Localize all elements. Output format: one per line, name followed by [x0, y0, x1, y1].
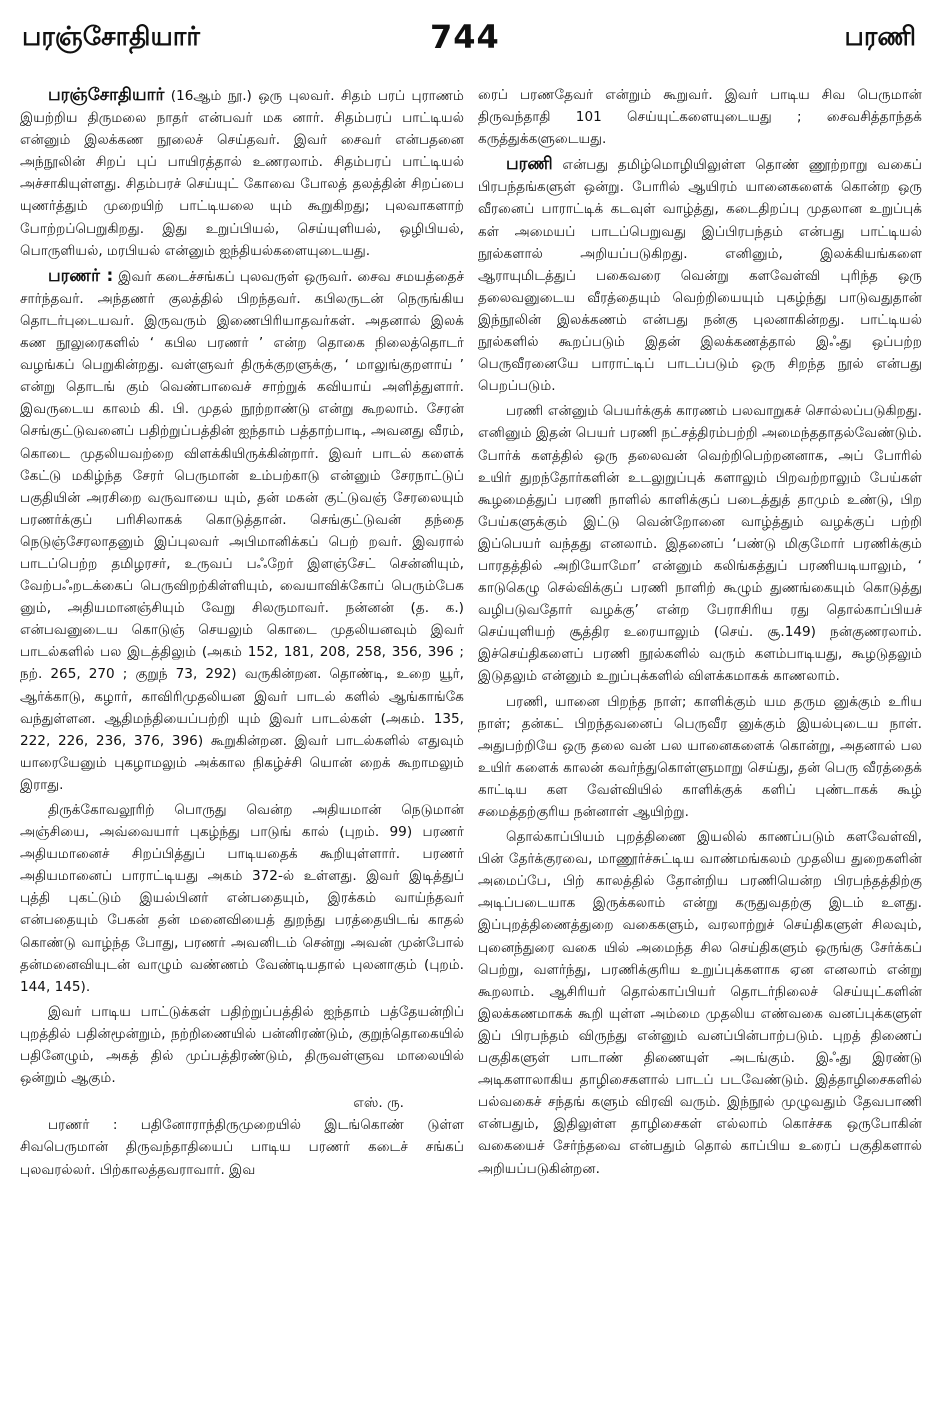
paragraph: இவர் பாடிய பாட்டுக்கள் பதிற்றுப்பத்தில் ஐந்தாம் பத்தேயன்றிப் புறத்தில் பதின்மூன்றும், நற்றிணையில் பன்னிரண்டும், குறுந்தொகையில் பதினேழும், அகத் தில் முப்பத்திரண்டும், திருவள்ளுவ மாலையில் ஒன்றும் ஆகும்.: [20, 1003, 464, 1087]
entry-paranar-2: [20, 1114, 464, 1180]
subheadword: பரணர் :: [48, 1117, 118, 1134]
entry-paranar: [20, 265, 464, 796]
headword: பரணி: [506, 154, 553, 175]
headword: பரணர் :: [48, 265, 114, 286]
entry-text: (16ஆம் நூ.) ஒரு புலவர். சிதம் பரப் புராணம் இயற்றிய திருமலை நாதர் என்பவர் மக னார். சிதம்பரப் பாட்டியல் என்னும் இலக்கண நூலைச் செய்தவர். இவர் சைவர் என்பதனை அந்நூலின் சிறப் புப் பாயிரத்தால் உணரலாம். சிதம்பரப் பாட்டியல் அச்சாகியுள்ளது. சிதம்பரச் செய்யுட் கோவை போலத் தலத்தின் சிறப்பை யுணர்த்தும் முறையிற் பாட்டியலை யும் கூறுகிறது; புலவாகளாற் போற்றப்பெறுகிறது. இது உறுப்பியல், செய்யுளியல், ஒழிபியல், பொருளியல், மரபியல் என்னும் ஐந்தியல்களையுடையது.: [20, 88, 464, 259]
running-head-left: பரஞ்சோதியார்: [22, 22, 200, 52]
entry-text: இவர் கடைச்சங்கப் புலவருள் ஒருவர். சைவ சமயத்தைச் சார்ந்தவர். அந்தணர் குலத்தில் பிறந்தவர். கபிலருடன் நெருங்கிய தொடர்புடையவர். இருவரும் இணைபிரியாதவர்கள். அதனால் இலக் கண நூலுரைகளில் ‘ கபில பரணர் ’ என்ற தொகை நிலைத்தொடர் வழங்கப் பெறுகின்றது. வள்ளுவர் திருக்குறளுக்கு, ‘ மாலுங்குறளாய் ’ என்று தொடங் கும் வெண்பாவைச் சாற்றுக் கவியாய் அளித்துளார். இவருடைய காலம் கி. பி. முதல் நூற்றாண்டு என்று கூறலாம். சேரன் செங்குட்டுவனைப் பதிற்றுப்பத்தின் ஐந்தாம் பத்தாற்பாடி, அவனது வீரம், கொடை முதலியவற்றை விளக்கியிருக்கின்றார். இவர் பாடல் களைக் கேட்டு மகிழ்ந்த சேரர் பெருமான் உம்பற்காடு என்னும் சேரநாட்டுப் பகுதியின் அரசிறை வருவாயை யும், தன் மகன் குட்டுவஞ் சேரலையும் பரணர்க்குப் பரிசிலாகக் கொடுத்தான். செங்குட்டுவன் தந்தை நெடுஞ்சேரலாதனும் இப்புலவர் அபிமானிக்கப் பெற் றவர். இவரால் பாடப்பெற்ற தமிழரசர், உருவப் பஃறேர் இளஞ்சேட் சென்னியும், வேற்பஃறடக்கைப் பெருவிறற்கிள்ளியும், வையாவிக்கோப் பெரும்பேக னும், அதியமானஞ்சியும் வேறு சிலருமாவர். நன்னன் (த. க.) என்பவனுடைய கொடுஞ் செயலும் கொடை முதலியனவும் இவர் பாடல்களில் பல இடத்திலும் (அகம் 152, 181, 208, 258, 356, 396 ; நற். 265, 270 ; குறுந் 73, 292) வருகின்றன. தொண்டி, உறை யூர், ஆர்க்காடு, கழார், காவிரிமுதலியன இவர் பாடல் களில் ஆங்காங்கே வந்துள்ளன. ஆதிமந்தியைப்பற்றி யும் இவர் பாடல்கள் (அகம். 135, 222, 226, 236, 376, 396) கூறுகின்றன. இவர் பாடல்களில் எதுவும் யாரையேனும் புகழாமலும் அக்கால நிகழ்ச்சி யொன் றைக் கூறாமலும் இராது.: [20, 268, 464, 793]
right-column: [478, 84, 922, 1414]
paragraph-continued: ரைப் பரணதேவர் என்றும் கூறுவர். இவர் பாடிய சிவ பெருமான் திருவந்தாதி 101 செய்யுட்களையுடையது ; சைவசித்தாந்தக் கருத்துக்களுடையது.: [478, 87, 922, 148]
entry-parani: [478, 153, 922, 397]
left-column: [20, 84, 464, 1414]
page-header: [0, 0, 940, 70]
author-signature: எஸ். ரு.: [353, 1095, 404, 1112]
page-number: 744: [430, 18, 500, 56]
entry-text: என்பது தமிழ்மொழியிலுள்ள தொண் ணூற்றாறு வகைப் பிரபந்தங்களுள் ஒன்று. போரில் ஆயிரம் யானைகளைக் கொன்ற ஒரு வீரனைப் பாராட்டிக் கடவுள் வாழ்த்து, கடைதிறப்பு முதலான உறுப்புக் கள் அமையப் பாடப்பெறுவது இப்பிரபந்தம் என்பது பாட்டியல் நூல்களால் அறியப்படுகிறது. எனினும், இலக்கியங்களை ஆராயுமிடத்துப் பகைவரை வென்று களவேள்வி புரிந்த ஒரு தலைவனுடைய வீரத்தையும் வெற்றியையும் புகழ்ந்து பாடுவதுதான் இந்நூலின் இலக்கணம் என்பது நன்கு புலனாகின்றது. பாட்டியல் நூல்களில் கூறப்படும் இதன் இலக்கணத்தால் இஃது ஒப்பற்ற பெருவீரனையே பாராட்டிப் பாடப்படும் ஒரு சிறந்த நூல் என்பது பெறப்படும்.: [478, 157, 922, 395]
headword: பரஞ்சோதியார்: [48, 85, 165, 105]
entry-paranjothiyar: [20, 84, 464, 262]
paragraph: திருக்கோவலூரிற் பொருது வென்ற அதியமான் நெடுமான் அஞ்சியை, அவ்வையார் புகழ்ந்து பாடுங் கால் (புறம். 99) பரணர் அதியமானைச் சிறப்பித்துப் பாடியதைக் கூறியுள்ளார். பரணர் அதியமானைப் பாராட்டியது அகம் 372-ல் உள்ளது. இவர் இடித்துப் புத்தி புகட்டும் இயல்பினர் என்பதையும், இரக்கம் வாய்ந்தவர் என்பதையும் பேகன் தன் மனைவியைத் துறந்து பரத்தையிடங் காதல் கொண்டு வாழ்ந்த போது, பரணர் அவனிடம் சென்று அவன் முன்போல் தன்மனைவியுடன் வாழும் வண்ணம் வேண்டியதால் புலனாகும் (புறம். 144, 145).: [20, 802, 464, 995]
paragraph: தொல்காப்பியம் புறத்திணை இயலில் காணப்படும் களவேள்வி, பின் தேர்க்குரவை, மாணூர்ச்சுட்டிய வாண்மங்கலம் முதலிய துறைகளின் அமைப்பே, பிற் காலத்தில் தோன்றிய பரணியென்ற பிரபந்தத்திற்கு அடிப்படையாக இருக்கலாம் என்று கருதுவதற்கு இடம் உளது. இப்புறத்திணைத்துறை வகைகளும், வரலாற்றுச் செய்திகளுள் சிலவும், புனைந்துரை வகை யில் அமைந்த சில செய்திகளும் ஒருங்கு சேர்க்கப் பெற்று, வளர்ந்து, பரணிக்குரிய உறுப்புக்களாக ஏன எனலாம் என்று கூறலாம். ஆசிரியர் தொல்காப்பியர் தொடர்நிலைச் செய்யுட்களின் இலக்கணமாகக் கூறி யுள்ள அம்மை முதலிய எண்வகை வனப்புக்களுள் இப் பிரபந்தம் விருந்து என்னும் வனப்பின்பாற்படும். புறத் திணைப் பகுதிகளுள் பாடாண் திணையுள் அடங்கும். இஃது இரண்டு அடிகளாலாகிய தாழிசைகளால் பாடப் படவேண்டும். இத்தாழிசைகளில் பல்வகைச் சந்தங் களும் விரவி வரும். இந்நூல் முழுவதும் தேவபாணி என்பதும், இதிலுள்ள தாழிசைகள் எல்லாம் கொச்சக ஒருபோகின் வகையைச் சேர்ந்தவை என்பதும் தொல் காப்பிய உரைப் பகுதிகளால் அறியப்படுகின்றன.: [478, 829, 922, 1177]
running-head-right: பரணி: [844, 22, 916, 52]
paragraph: பரணி, யானை பிறந்த நாள்; காளிக்கும் யம தரும னுக்கும் உரிய நாள்; தன்கட் பிறந்தவனைப் பெருவீர னுக்கும் இயல்புடைய நாள். அதுபற்றியே ஒரு தலை வன் பல யானைகளைக் கொன்று, அதனால் பல உயிர் களைக் காலன் கவர்ந்துகொள்ளுமாறு செய்து, தன் பெரு வீரத்தைக் காட்டிய கள வேள்வியில் காளிக்குக் களிப் புண்டாகக் கூழ் சமைத்தற்குரிய நன்னாள் ஆயிற்று.: [478, 693, 922, 820]
paragraph: பரணி என்னும் பெயர்க்குக் காரணம் பலவாறுகச் சொல்லப்படுகிறது. எனினும் இதன் பெயர் பரணி நட்சத்திரம்பற்றி அமைந்ததாதல்வேண்டும். போர்க் களத்தில் ஒரு தலைவன் வெற்றிபெற்றனனாக, அப் போரில் உயிர் துறந்தோர்களின் உடலுறுப்புக் களாலும் பிறவற்றாலும் பேய்கள் கூழமைத்துப் பரணி நாளில் காளிக்குப் படைத்துத் தாமும் உண்டு, பிற பேய்களுக்கும் இட்டு வென்றோனை வாழ்த்தும் வழக்குப் பற்றி இப்பெயர் வந்தது எனலாம். இதனைப் ‘பண்டு மிகுமோர் பரணிக்கும் பாரதத்தில் அறியோமோ’ என்னும் கலிங்கத்துப் பரணியடியாலும், ‘ காடுகெழு செல்விக்குப் பரணி நாளிற் கூழும் துணங்கையும் கொடுத்து வழிபடுவதோர் வழக்கு’ என்ற பேராசிரிய ரது தொல்காப்பியச் செய்யுளியற் சூத்திர உரையாலும் (செய். சூ.149) நன்குணரலாம். இச்செய்திகளைப் பரணி நூல்களில் வரும் களம்பாடியது, கூழடுதலும் இடுதலும் என்னும் உறுப்புக்களில் விளக்கமாகக் காணலாம்.: [478, 403, 922, 685]
entry-text: பதினோராந்திருமுறையில் இடங்கொண் டுள்ள சிவபெருமான் திருவந்தாதியைப் பாடிய பரணர் கடைச் சங்கப் புலவரல்லர். பிற்காலத்தவராவார். இவ: [20, 1117, 464, 1178]
